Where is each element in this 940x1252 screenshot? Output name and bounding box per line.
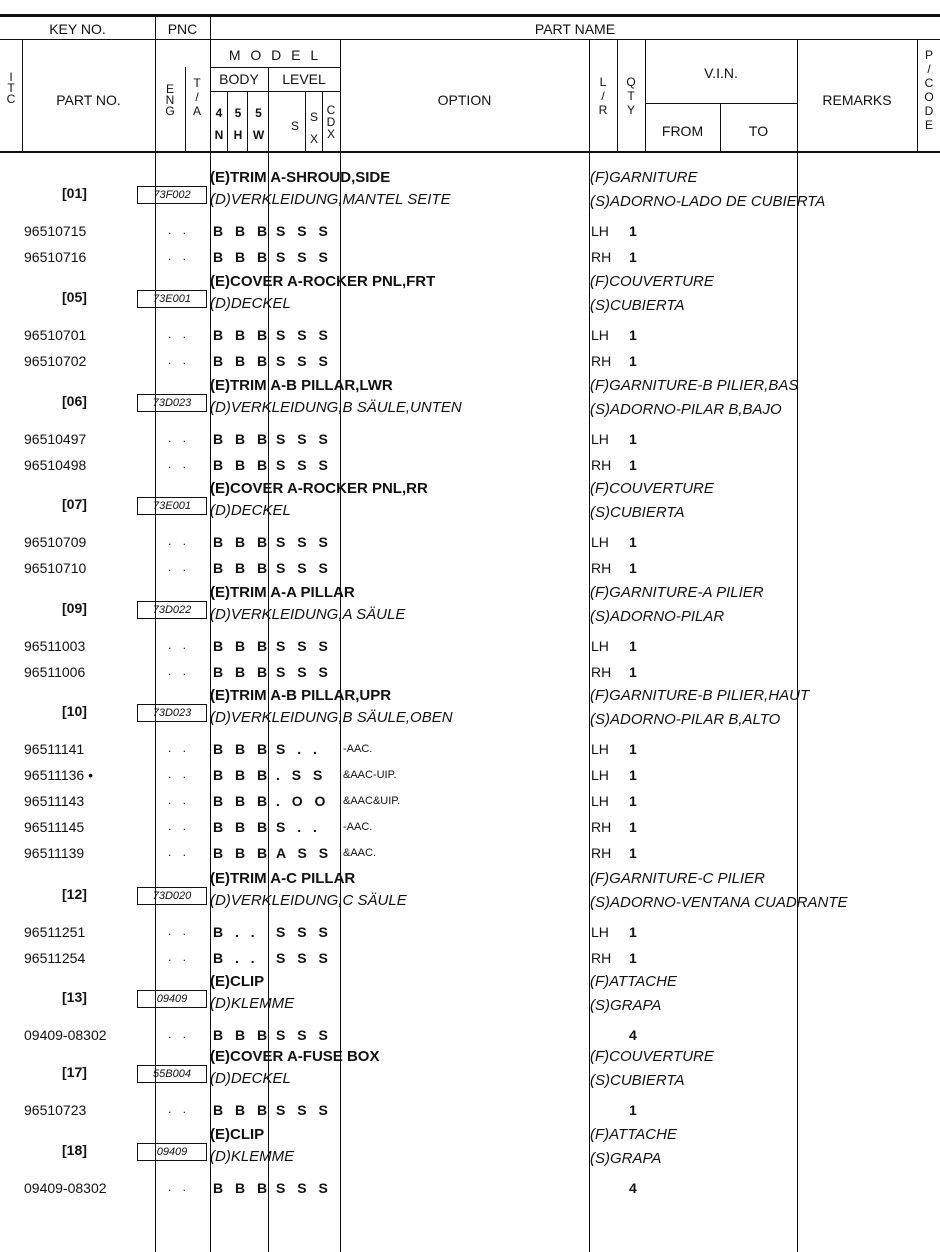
key-number: [07] [62,496,87,512]
body-values: B . . [213,950,259,966]
pcode-char-6: E [924,118,933,132]
qty-char-3: Y [626,103,635,117]
eng-header [163,84,177,117]
qty-value: 1 [629,767,637,783]
name-french: (F)GARNITURE-B PILIER,BAS [590,377,799,394]
body-col-5w [249,102,268,146]
key-number: [09] [62,600,87,616]
name-english: (E)TRIM A-A PILLAR [210,584,355,601]
lr-value: RH [591,560,612,576]
vline-eng [185,67,186,153]
eng-ta-values: . . [168,741,191,755]
key-number: [01] [62,185,87,201]
key-number: [10] [62,703,87,719]
qty-char-2: T [627,89,635,103]
level-values: S S S [276,1180,332,1196]
name-german: (D)DECKEL [210,502,291,519]
part-number: 96511139 [24,845,85,861]
key-number: [12] [62,886,87,902]
eng-ta-values: . . [168,327,191,341]
name-german: (D)DECKEL [210,1070,291,1087]
name-english: (E)COVER A-ROCKER PNL,FRT [210,273,436,290]
level-header: LEVEL [282,71,326,87]
body-values: B B B [213,767,272,783]
qty-value: 1 [629,664,637,680]
name-french: (F)ATTACHE [590,1126,677,1143]
key-number: [18] [62,1142,87,1158]
body-values: B B B [213,793,272,809]
part-number: 96510710 [24,560,87,576]
body-col-5h [229,102,247,146]
pnc-code: 73E001 [137,290,207,308]
part-number: 96510716 [24,249,87,265]
qty-value: 1 [629,327,637,343]
part-number: 96510723 [24,1102,87,1118]
ta-char-1: T [193,76,201,90]
qty-value: 1 [629,741,637,757]
qty-value: 1 [629,560,637,576]
body-values: B B B [213,327,272,343]
pnc-header: PNC [167,21,198,37]
pcode-header [922,48,936,132]
level-col-s: S [290,119,299,133]
lr-value: RH [591,950,612,966]
lr-value: RH [591,664,612,680]
body-values: B B B [213,223,272,239]
eng-ta-values: . . [168,249,191,263]
level-values: S S S [276,1027,332,1043]
level-values: S S S [276,457,332,473]
name-english: (E)CLIP [210,973,265,990]
part-number: 09409-08302 [24,1027,107,1043]
part-number: 09409-08302 [24,1180,107,1196]
level-values: S S S [276,327,332,343]
lr-header [596,75,610,117]
name-french: (F)GARNITURE [590,169,698,186]
level-values: S S S [276,1102,332,1118]
lr-value: RH [591,353,612,369]
option-code: &AAC-UIP. [343,769,397,781]
vin-header: V.I.N. [704,65,738,81]
option-header: OPTION [437,92,492,108]
body-values: B B B [213,664,272,680]
eng-char-3: G [165,104,175,118]
body-values: B B B [213,1027,272,1043]
qty-value: 1 [629,950,637,966]
lr-char-3: R [598,103,608,117]
pnc-code: 55B004 [137,1065,207,1083]
part-number: 96510702 [24,353,87,369]
qty-value: 4 [629,1180,637,1196]
eng-char-2: N [165,93,175,107]
part-number: 96511141 [24,741,85,757]
pnc-code: 73D023 [137,394,207,412]
level-values: A S S [276,845,333,861]
eng-ta-values: . . [168,534,191,548]
name-french: (F)GARNITURE-B PILIER,HAUT [590,687,810,704]
body-vline-pnc-left [155,153,156,1252]
pcode-char-3: C [924,76,934,90]
pnc-code: 73D020 [137,887,207,905]
pnc-code: 73E001 [137,497,207,515]
part-number: 96510709 [24,534,87,550]
name-german: (D)KLEMME [210,995,295,1012]
name-french: (F)GARNITURE-C PILIER [590,870,766,887]
name-english: (E)COVER A-FUSE BOX [210,1048,380,1065]
vline-lr [617,40,618,152]
vin-from-header: FROM [661,123,704,139]
name-spanish: (S)ADORNO-PILAR B,BAJO [590,401,782,418]
body-values: B B B [213,431,272,447]
model-rule [210,67,340,68]
name-spanish: (S)GRAPA [590,997,662,1014]
body-values: B B B [213,534,272,550]
vline-remarks [917,40,918,152]
eng-ta-values: . . [168,767,191,781]
level-values: S . . [276,741,321,757]
body-col-5h-top: 5 [234,106,242,120]
pnc-code: 09409 [137,1143,207,1161]
qty-char-1: Q [626,75,636,89]
name-german: (D)KLEMME [210,1148,295,1165]
eng-ta-values: . . [168,950,191,964]
body-values: B B B [213,249,272,265]
name-spanish: (S)CUBIERTA [590,504,685,521]
eng-ta-values: . . [168,223,191,237]
body-col-5w-top: 5 [255,106,262,120]
name-spanish: (S)ADORNO-LADO DE CUBIERTA [590,193,826,210]
vline-pnc-left [155,16,156,153]
eng-ta-values: . . [168,431,191,445]
qty-header [624,75,638,117]
level-values: S S S [276,560,332,576]
level-col-cdx [323,104,339,140]
eng-ta-values: . . [168,1027,191,1041]
option-code: -AAC. [343,743,373,755]
lr-value: RH [591,249,612,265]
level-col-sx [306,106,322,150]
key-number: [17] [62,1064,87,1080]
name-english: (E)TRIM A-SHROUD,SIDE [210,169,391,186]
body-col-5w-bottom: W [252,128,265,142]
lr-value: LH [591,223,609,239]
name-french: (F)ATTACHE [590,973,677,990]
body-values: B B B [213,638,272,654]
ta-header [190,76,204,118]
lr-value: LH [591,638,609,654]
eng-ta-values: . . [168,819,191,833]
name-spanish: (S)ADORNO-PILAR [590,608,725,625]
qty-value: 1 [629,1102,637,1118]
qty-value: 4 [629,1027,637,1043]
lr-value: LH [591,793,609,809]
eng-ta-values: . . [168,924,191,938]
body-values: B B B [213,353,272,369]
header-bottom-rule [0,151,940,153]
name-english: (E)COVER A-ROCKER PNL,RR [210,480,428,497]
vin-to-header: TO [748,123,769,139]
level-values: . S S [276,767,327,783]
vline-option [589,40,590,152]
eng-ta-values: . . [168,664,191,678]
level-values: S . . [276,819,321,835]
lr-char-1: L [599,75,607,89]
name-german: (D)VERKLEIDUNG,B SÄULE,UNTEN [210,399,462,416]
part-name-header: PART NAME [534,21,616,37]
qty-value: 1 [629,845,637,861]
name-english: (E)TRIM A-B PILLAR,LWR [210,377,393,394]
name-english: (E)TRIM A-B PILLAR,UPR [210,687,392,704]
pcode-char-4: O [924,90,934,104]
itc-char-2: T [7,81,15,95]
level-values: S S S [276,664,332,680]
lr-value: LH [591,741,609,757]
qty-value: 1 [629,819,637,835]
qty-value: 1 [629,924,637,940]
level-values: S S S [276,534,332,550]
body-values: B B B [213,741,272,757]
key-number: [05] [62,289,87,305]
name-spanish: (S)CUBIERTA [590,1072,685,1089]
lr-value: RH [591,819,612,835]
ta-char-2: / [195,90,199,104]
qty-value: 1 [629,457,637,473]
name-french: (F)COUVERTURE [590,273,714,290]
part-number: 96511254 [24,950,86,966]
level-col-cdx-3: X [326,127,335,141]
body-header: BODY [219,71,259,87]
level-values: S S S [276,353,332,369]
vline-body-1 [227,91,228,153]
lr-value: RH [591,845,612,861]
lr-value: LH [591,431,609,447]
lr-value: RH [591,457,612,473]
eng-ta-values: . . [168,457,191,471]
part-number: 96510498 [24,457,87,473]
name-german: (D)VERKLEIDUNG,B SÄULE,OBEN [210,709,453,726]
eng-ta-values: . . [168,845,191,859]
name-german: (D)DECKEL [210,295,291,312]
part-number: 96510701 [24,327,87,343]
vline-body-2 [247,91,248,153]
ta-char-3: A [192,104,201,118]
vin-rule [645,103,797,104]
pnc-code: 09409 [137,990,207,1008]
eng-ta-values: . . [168,1180,191,1194]
pcode-char-1: P [924,48,933,62]
name-german: (D)VERKLEIDUNG,A SÄULE [210,606,406,623]
part-number: 96511003 [24,638,86,654]
level-values: S S S [276,431,332,447]
lr-value: LH [591,767,609,783]
eng-ta-values: . . [168,560,191,574]
level-values: . O O [276,793,330,809]
qty-value: 1 [629,223,637,239]
part-number: 96511136 • [24,767,94,783]
itc-char-3: C [6,92,16,106]
level-col-sx-top: S [309,110,318,124]
pnc-code: 73F002 [137,186,207,204]
remarks-header: REMARKS [822,92,892,108]
part-no-header: PART NO. [56,92,121,108]
eng-char-1: E [165,82,174,96]
pcode-char-2: / [927,62,931,76]
body-col-4n [211,102,227,146]
qty-value: 1 [629,249,637,265]
model-header: M O D E L [228,47,322,63]
part-number: 96510715 [24,223,87,239]
level-col-sx-bottom: X [309,132,318,146]
eng-ta-values: . . [168,353,191,367]
body-level-rule [210,91,340,92]
level-col-cdx-2: D [326,115,336,129]
part-number: 96510497 [24,431,87,447]
qty-value: 1 [629,638,637,654]
qty-value: 1 [629,353,637,369]
body-values: B B B [213,819,272,835]
name-german: (D)VERKLEIDUNG,MANTEL SEITE [210,191,451,208]
option-code: -AAC. [343,821,373,833]
part-number: 96511145 [24,819,85,835]
name-french: (F)GARNITURE-A PILIER [590,584,764,601]
eng-ta-values: . . [168,638,191,652]
name-french: (F)COUVERTURE [590,480,714,497]
eng-ta-values: . . [168,793,191,807]
body-col-5h-bottom: H [233,128,243,142]
lr-char-2: / [601,89,605,103]
body-col-4n-bottom: N [214,128,224,142]
level-values: S S S [276,249,332,265]
header-rule-1 [0,39,940,40]
name-spanish: (S)GRAPA [590,1150,662,1167]
eng-ta-values: . . [168,1102,191,1116]
level-values: S S S [276,950,332,966]
lr-value: LH [591,327,609,343]
level-values: S S S [276,924,332,940]
lr-value: LH [591,534,609,550]
key-number: [06] [62,393,87,409]
key-no-header: KEY NO. [49,21,106,37]
name-french: (F)COUVERTURE [590,1048,714,1065]
name-spanish: (S)ADORNO-VENTANA CUADRANTE [590,894,848,911]
body-values: B B B [213,457,272,473]
level-col-cdx-1: C [326,103,336,117]
option-code: &AAC&UIP. [343,795,401,807]
pnc-code: 73D022 [137,601,207,619]
body-values: B B B [213,560,272,576]
key-number: [13] [62,989,87,1005]
body-values: B B B [213,845,272,861]
name-english: (E)CLIP [210,1126,265,1143]
part-number: 96511006 [24,664,86,680]
part-number: 96511251 [24,924,86,940]
body-values: B B B [213,1180,272,1196]
qty-value: 1 [629,534,637,550]
name-spanish: (S)CUBIERTA [590,297,685,314]
name-english: (E)TRIM A-C PILLAR [210,870,356,887]
body-col-4n-top: 4 [215,106,223,120]
option-code: &AAC. [343,847,377,859]
level-values: S S S [276,638,332,654]
name-spanish: (S)ADORNO-PILAR B,ALTO [590,711,781,728]
body-values: B B B [213,1102,272,1118]
body-values: B . . [213,924,259,940]
qty-value: 1 [629,431,637,447]
top-rule [0,14,940,17]
qty-value: 1 [629,793,637,809]
itc-char-1: I [9,70,13,84]
pcode-char-5: D [924,104,934,118]
name-german: (D)VERKLEIDUNG,C SÄULE [210,892,407,909]
pnc-code: 73D023 [137,704,207,722]
itc-header [4,72,18,105]
lr-value: LH [591,924,609,940]
part-number: 96511143 [24,793,85,809]
level-values: S S S [276,223,332,239]
